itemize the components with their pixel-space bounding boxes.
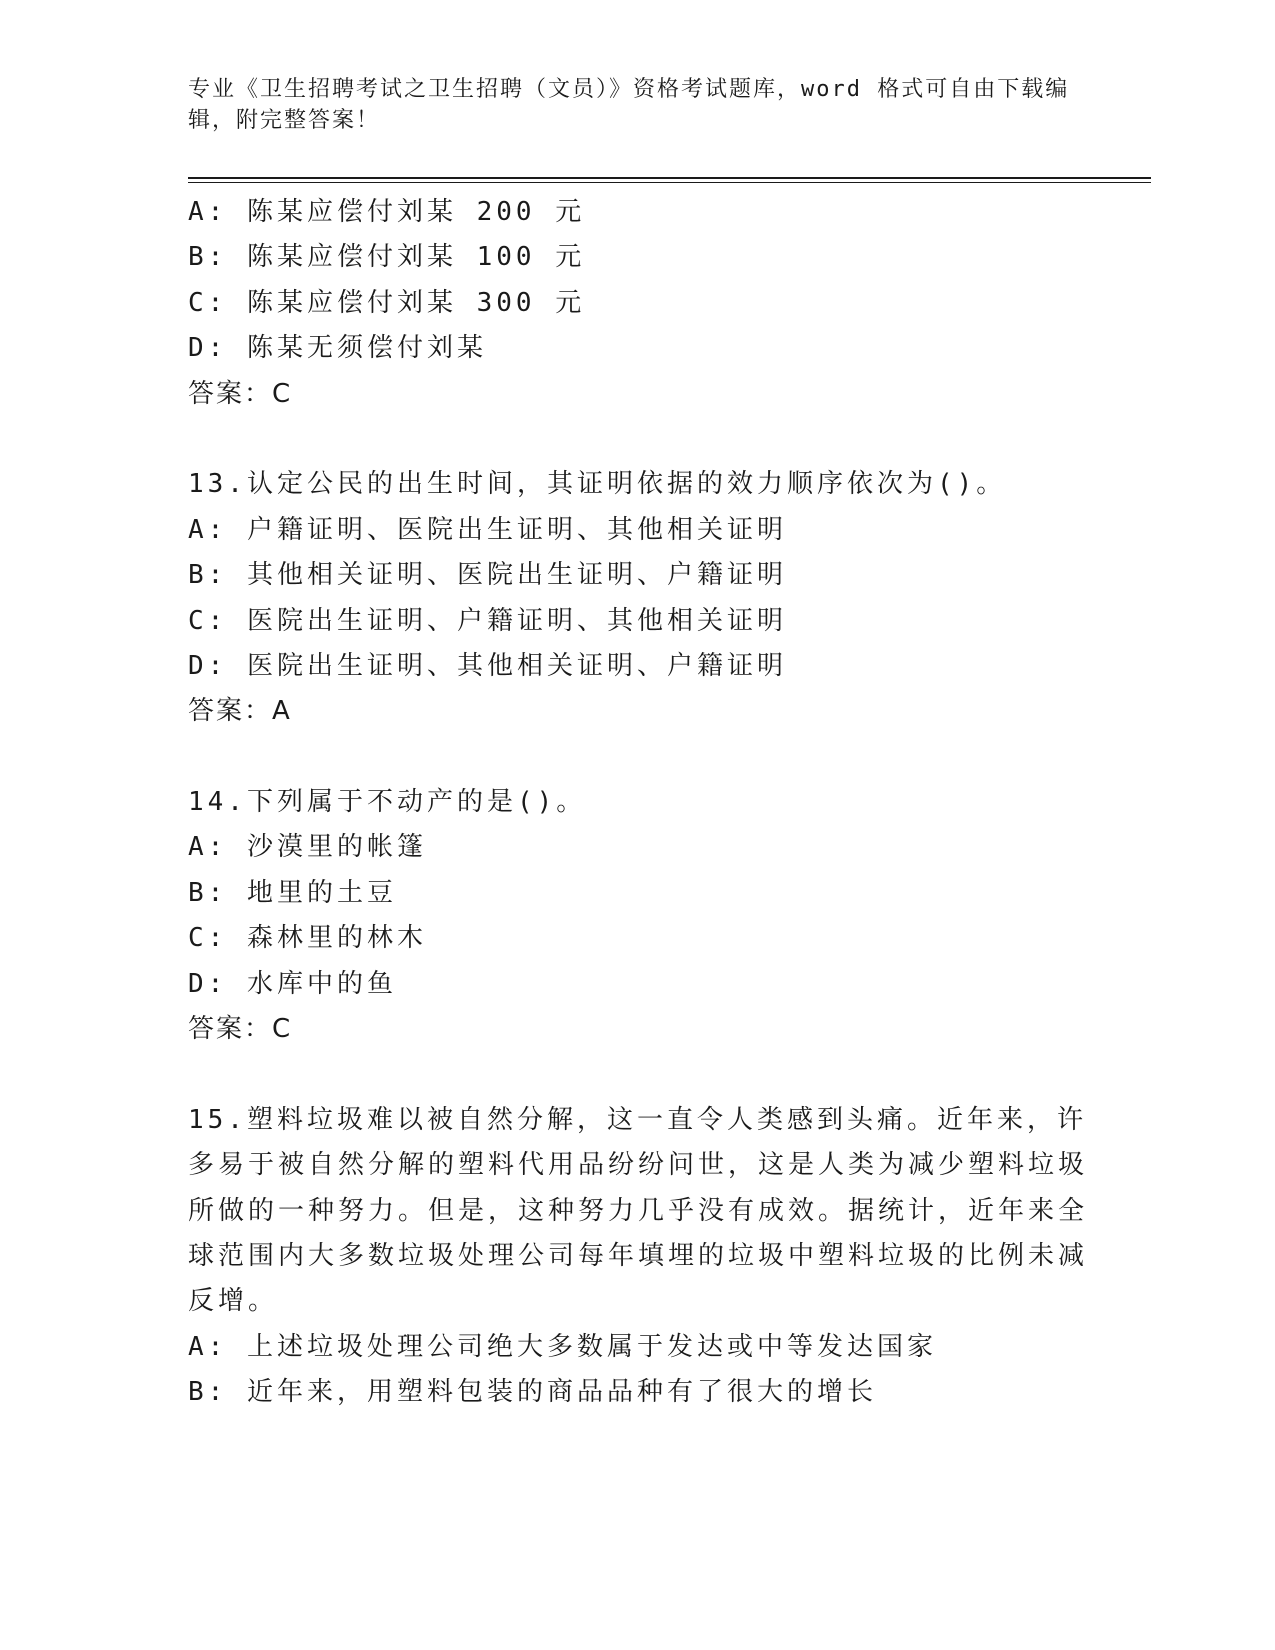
header-divider-thin <box>188 182 1151 183</box>
option-d: D: 水库中的鱼 <box>188 968 397 999</box>
answer: 答案：A <box>188 696 292 727</box>
spacer <box>188 735 1088 780</box>
option-b: B: 其他相关证明、医院出生证明、户籍证明 <box>188 560 787 591</box>
question-stem: 14.下列属于不动产的是()。 <box>188 787 587 818</box>
option-a: A: 上述垃圾处理公司绝大多数属于发达或中等发达国家 <box>188 1331 937 1362</box>
option-c: C: 陈某应偿付刘某 300 元 <box>188 287 586 318</box>
document-intro: 专业《卫生招聘考试之卫生招聘（文员）》资格考试题库，word 格式可自由下载编辑，附完整答案！ <box>188 77 1070 133</box>
option-b: B: 陈某应偿付刘某 100 元 <box>188 242 586 273</box>
option-a: A: 沙漠里的帐篷 <box>188 832 427 863</box>
question-stem: 13.认定公民的出生时间，其证明依据的效力顺序依次为()。 <box>188 469 1007 500</box>
question-12 <box>188 190 1088 417</box>
option-c: C: 森林里的林木 <box>188 923 427 954</box>
question-14 <box>188 780 1088 1052</box>
option-d: D: 医院出生证明、其他相关证明、户籍证明 <box>188 650 787 681</box>
spacer <box>188 417 1088 462</box>
answer: 答案：C <box>188 378 293 409</box>
option-b: B: 地里的土豆 <box>188 877 397 908</box>
answer: 答案：C <box>188 1014 293 1045</box>
option-a: A: 陈某应偿付刘某 200 元 <box>188 197 586 227</box>
option-a: A: 户籍证明、医院出生证明、其他相关证明 <box>188 514 787 545</box>
question-list <box>188 190 1088 1416</box>
option-b: B: 近年来，用塑料包装的商品品种有了很大的增长 <box>188 1377 877 1408</box>
question-15 <box>188 1098 1088 1416</box>
spacer <box>188 1052 1088 1097</box>
question-stem: 15.塑料垃圾难以被自然分解，这一直令人类感到头痛。近年来，许多易于被自然分解的塑料代用品纷纷问世，这是人类为减少塑料垃圾所做的一种努力。但是，这种努力几乎没有成效。据统计，近年来全球范围内大多数垃圾处理公司每年填埋的垃圾中塑料垃圾的比例未减反增。 <box>188 1104 1089 1317</box>
option-d: D: 陈某无须偿付刘某 <box>188 333 487 364</box>
option-c: C: 医院出生证明、户籍证明、其他相关证明 <box>188 605 787 636</box>
question-13 <box>188 462 1088 734</box>
header-divider-thick <box>188 177 1151 179</box>
